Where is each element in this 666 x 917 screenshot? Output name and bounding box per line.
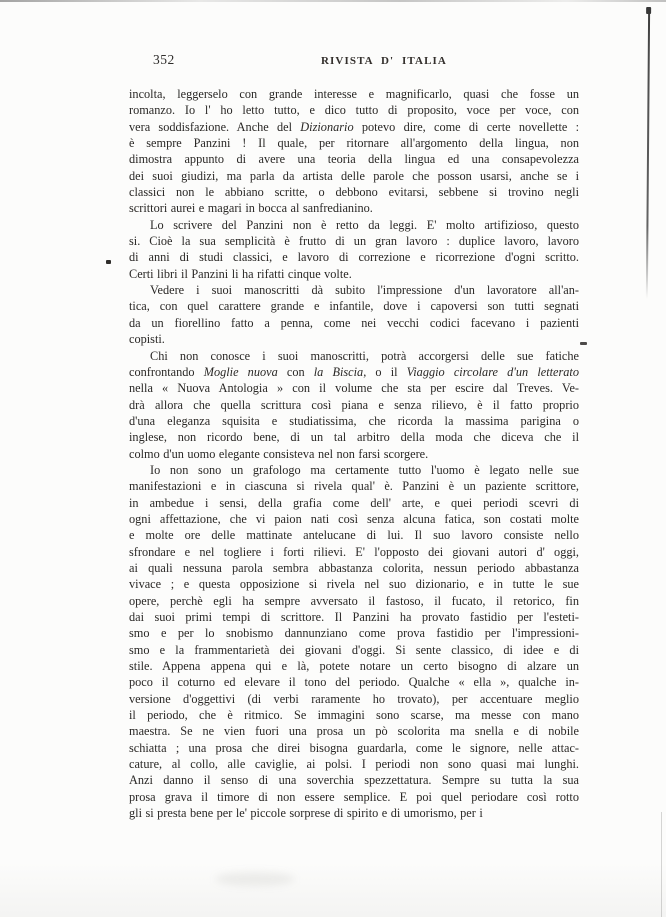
text-line: vivace ; e questa opposizione si rivela nel suo dizionario, e in tutte le sue [129,577,579,592]
text-line: colmo d'un uomo elegante consisteva nel non farsi scorgere. [129,446,429,461]
text-line: romanzo. Io l' ho letto tutto, e dico tutto di proposito, voce per voce, con [129,103,579,118]
text-line: scrittori aurei e magari in bocca al sanfredianino. [129,201,373,216]
page-header [0,0,666,80]
text-line: di anni di studi classici, e lavoro di correzione e ricorrezione d'ogni scritto. [129,250,579,265]
text-line: ogni affettazione, che vi paion nati così senza alcuna fatica, son costati molte [129,511,579,526]
text-line: copisti. [129,332,165,347]
text-line: smo e per lo snobismo dannunziano come prova fastidio per l'impressioni- [129,626,579,641]
paragraph [129,462,579,822]
text-line: manifestazioni e in ciascuna si rivela qual' è. Panzini è un paziente scrittore, [129,479,579,494]
text-line: gli si presta bene per le' piccole sorprese di spirito e di umorismo, per i [129,806,483,821]
paragraph [129,86,579,217]
text-line: drà allora che quella scrittura così piana e senza rilievo, è il fatto proprio [129,397,579,412]
text-line: Certi libri il Panzini li ha rifatti cinque volte. [129,266,352,281]
text-line: maestra. Se ne vien fuori una prosa un pò scolorita ma snella e di nobile [129,724,579,739]
text-line: Chi non conosce i suoi manoscritti, potrà accorgersi delle sue fatiche [150,348,579,363]
text-line: dimostra appunto di avere una teoria della lingua ed una consapevolezza [129,152,579,167]
text-line: sfrondare e nel togliere i forti rilievi. E' l'opposto dei giovani autori d' oggi, [129,544,579,559]
ink-dot-artifact [106,260,111,264]
paragraph [129,282,579,347]
text-line: Io non sono un grafologo ma certamente tutto l'uomo è legato nelle sue [150,462,579,477]
scan-right-edge-shadow [661,812,662,917]
text-line: vera soddisfazione. Anche del Dizionario potevo dire, come di certe novellette : [129,119,579,134]
paragraph [129,217,579,282]
text-line: Lo scrivere del Panzini non è retto da leggi. E' molto artifizioso, questo [150,217,579,232]
text-line: da un fiorellino fatto a penna, come nei vecchi codici facevano i pazienti [129,315,579,330]
text-line: è sempre Panzini ! Il quale, per ritornare all'argomento della lingua, non [129,136,579,151]
text-line: incolta, leggerselo con grande interesse e magnificarlo, quasi che fosse un [129,87,579,101]
text-line: e molte ore delle mattinate antelucane di lui. Il suo lavoro consiste nello [129,528,579,543]
page-number: 352 [153,52,175,67]
page-text [129,86,579,821]
text-line: versione d'oggettivi (di verbi raramente ho trovato), per accentuare meglio [129,691,579,706]
text-line: tica, con quel carattere grande e infantile, dove i capoversi son tutti segnati [129,299,579,314]
text-line: Vedere i suoi manoscritti dà subito l'impressione d'un lavoratore all'an- [150,283,579,298]
text-line: smo e la frammentarietà dei giovani d'oggi. Si sente classico, di idee e di [129,642,579,657]
scan-smudge-artifact [215,872,295,886]
text-line: poco il coturno ed elevare il tono del periodo. Qualche « ella », qualche in- [129,675,579,690]
margin-dash-artifact [580,342,587,345]
text-line: dei suoi giudizi, ma parla da artista delle parole che posson usarsi, anche se i [129,168,579,183]
text-line: nella « Nuova Antologia » con il volume che sta per escire dal Treves. Ve- [129,381,579,396]
text-line: cature, al collo, alle caviglie, ai polsi. I periodi non sono quasi mai lunghi. [129,757,579,772]
scan-bottom-shade [0,862,666,917]
text-line: schiatta ; una prosa che direi bisogna guardarla, come le signore, nelle attac- [129,740,579,755]
text-line: ai quali nessuna parola sembra abbastanza colorita, nessun periodo abbastanza [129,560,579,575]
paragraph [129,348,579,462]
text-line: il periodo, che è ritmico. Se immagini sono scarse, ma messe con mano [129,708,579,723]
text-line: classici non le abbiano scritte, o debbono evitarsi, sebbene si trovino negli [129,185,579,200]
text-line: prosa grava il timore di non essere semplice. E poi quel periodare così rotto [129,789,579,804]
text-line: opere, perchè egli ha sempre avversato il fastoso, il fucato, il retorico, fin [129,593,579,608]
text-line: d'una eleganza squisita e studiatissima, che ricorda la massima parigina o [129,413,579,428]
text-line: Anzi danno il senso di una soverchia spezzettatura. Sempre su tutta la sua [129,773,579,788]
text-line: dai suoi primi tempi di scrittore. Il Panzini ha provato fastidio per l'esteti- [129,610,579,624]
text-line: in ambedue i sensi, della grafia come dell' arte, e quei periodi scevri di [129,495,579,510]
text-line: stile. Appena appena qui e là, potete notare un certo bisogno di alzare un [129,659,579,674]
text-line: confrontando Moglie nuova con la Biscia, o il Viaggio circolare d'un letterato [129,364,579,379]
text-line: inglese, non ricordo bene, di un tal arbitro della moda che diceva che il [129,430,579,445]
journal-title: RIVISTA D' ITALIA [321,55,447,67]
text-line: si. Cioè la sua semplicità è frutto di un gran lavoro : duplice lavoro, lavoro [129,234,579,249]
